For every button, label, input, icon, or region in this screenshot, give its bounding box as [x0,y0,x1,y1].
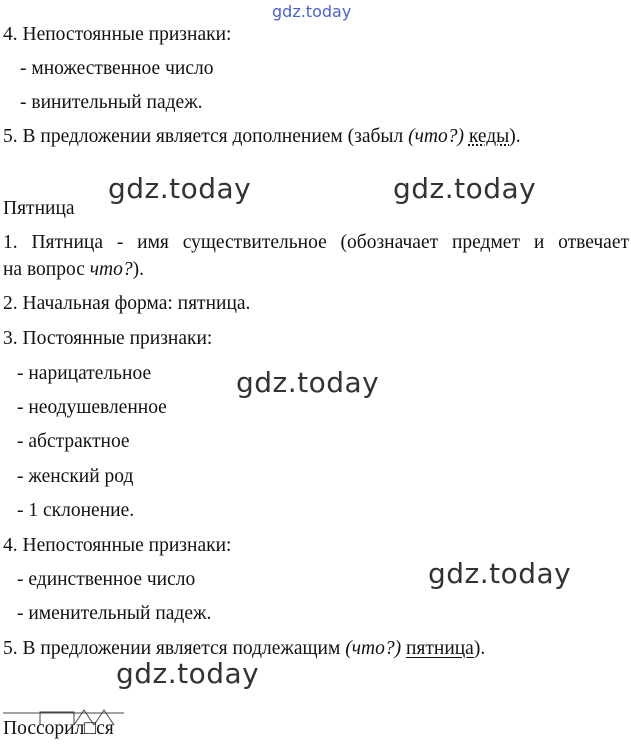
const-feature: - абстрактное [17,431,130,452]
question-text: (что?) [408,126,464,147]
pos-line-1: 1. Пятница - имя существительное (обозначает предмет и отвечает [3,232,629,253]
watermark-3: gdz.today [236,366,380,399]
watermark-1: gdz.today [108,172,252,205]
const-feature: - нарицательное [17,363,152,384]
watermark-4: gdz.today [428,557,572,590]
feature-case: - винительный падеж. [20,92,203,113]
question-text: (что?) [345,638,402,659]
underlined-word: пятница [405,638,474,659]
word-title: Поссорил□ся [3,718,114,739]
const-feature: - неодушевленное [17,397,167,418]
underlined-word: кеды [468,126,510,147]
syntax-role-line: 5. В предложении является подлежащим (что?) пятница). [3,638,486,659]
feature-number: - множественное число [20,58,214,79]
var-feature: - именительный падеж. [17,603,212,624]
const-feature: - 1 склонение. [17,500,135,521]
syntax-role-line: 5. В предложении является дополнением (забыл (что?) кеды). [3,126,521,147]
question-text: что? [89,259,133,280]
heading-variable-features: 4. Непостоянные признаки: [3,24,232,45]
watermark-5: gdz.today [116,657,260,690]
word-title: Пятница [3,198,75,219]
watermark-2: gdz.today [393,172,537,205]
const-feature: - женский род [17,466,134,487]
pos-line-2: на вопрос что?). [3,259,145,280]
var-feature: - единственное число [17,569,196,590]
syntax-role-text: 5. В предложении является подлежащим [3,638,346,659]
syntax-role-text: 5. В предложении является дополнением (забыл [3,126,409,147]
watermark-top: gdz.today [272,2,352,21]
initial-form: 2. Начальная форма: пятница. [3,293,251,314]
heading-variable-features: 4. Непостоянные признаки: [3,535,232,556]
heading-constant-features: 3. Постоянные признаки: [3,328,213,349]
